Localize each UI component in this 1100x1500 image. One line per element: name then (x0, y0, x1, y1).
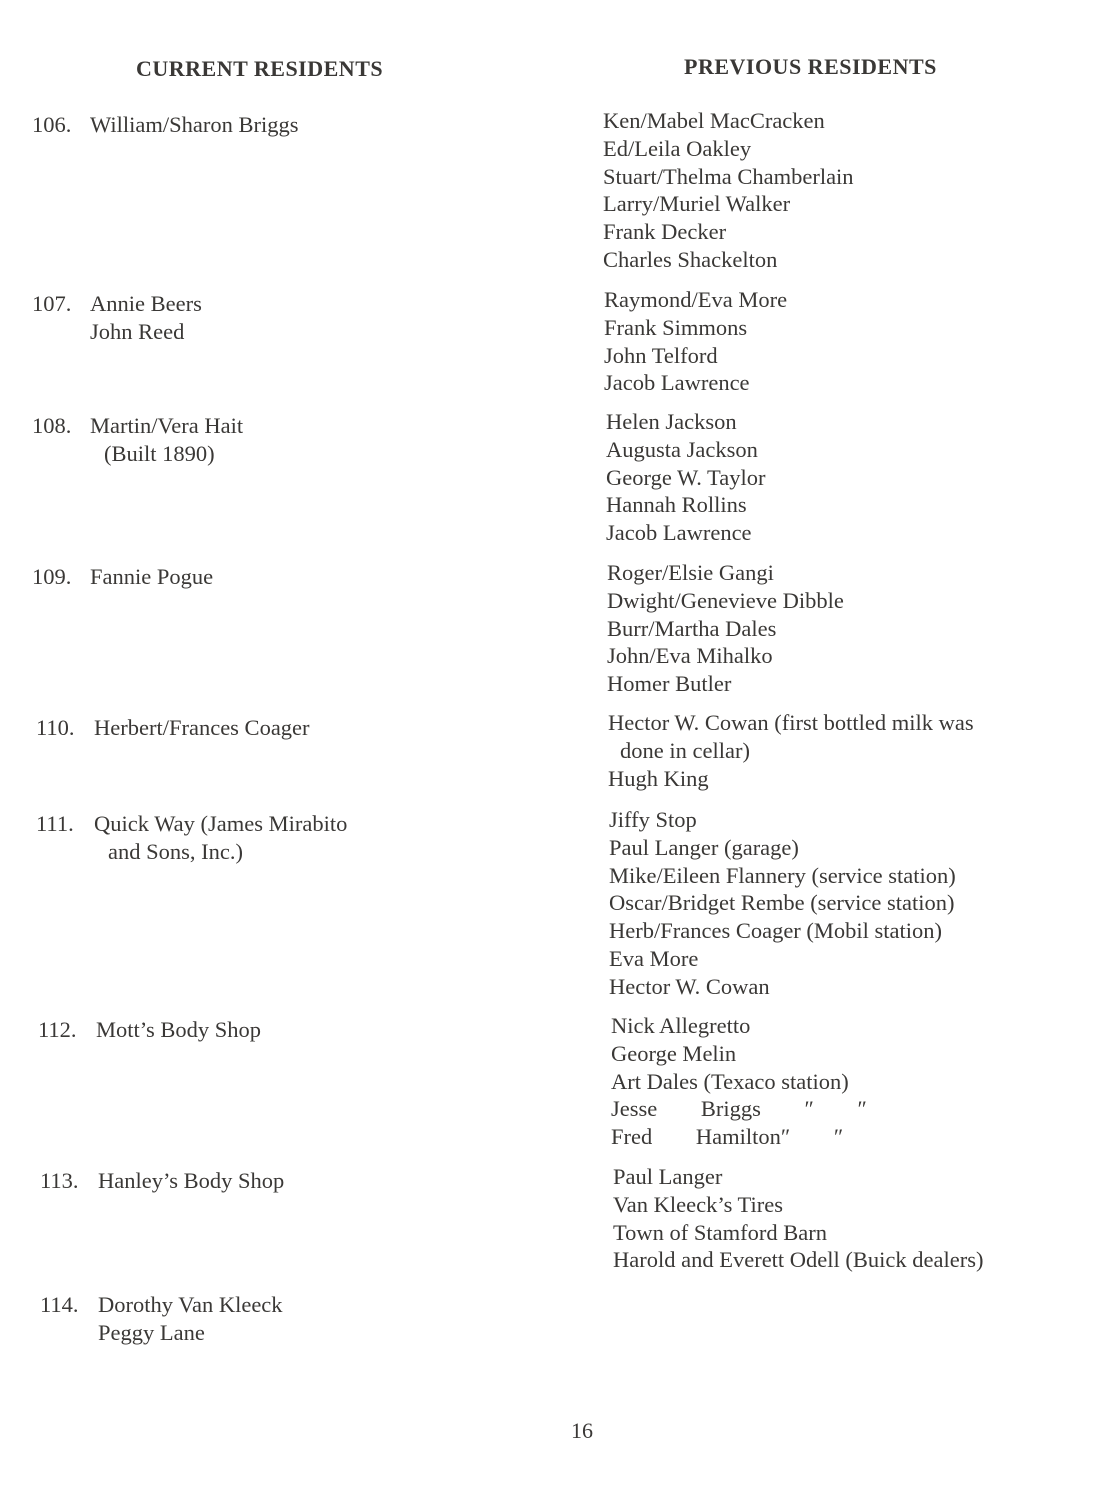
entry-number: 109. (32, 564, 72, 589)
previous-residents-cell (613, 1163, 983, 1274)
previous-resident: Augusta Jackson (606, 436, 758, 462)
current-resident-note: (Built 1890) (104, 441, 215, 466)
previous-resident: Homer Butler (607, 671, 732, 697)
previous-resident: Hugh King (608, 765, 709, 791)
previous-resident: George W. Taylor (606, 464, 766, 490)
previous-resident: Nick Allegretto (611, 1013, 751, 1038)
entry-number: 113. (40, 1168, 79, 1193)
previous-resident: Fred Hamilton″ ″ (611, 1124, 844, 1150)
current-resident: John Reed (90, 319, 185, 344)
previous-resident: Larry/Muriel Walker (603, 191, 791, 217)
previous-residents-header: PREVIOUS RESIDENTS (684, 54, 937, 79)
previous-resident: Jacob Lawrence (604, 370, 750, 396)
previous-residents-cell (611, 1012, 867, 1151)
previous-resident: Raymond/Eva More (604, 287, 788, 312)
previous-resident: Eva More (609, 945, 699, 971)
previous-resident: Helen Jackson (606, 409, 737, 434)
entry-number: 110. (36, 715, 75, 740)
previous-resident: Hector W. Cowan (first bottled milk was (608, 710, 974, 735)
previous-resident: Ed/Leila Oakley (603, 135, 752, 161)
previous-resident: Harold and Everett Odell (Buick dealers) (613, 1247, 984, 1273)
previous-resident: Hector W. Cowan (609, 973, 770, 999)
current-resident: Mott’s Body Shop (96, 1017, 262, 1042)
current-resident: William/Sharon Briggs (90, 112, 299, 137)
previous-resident: Herb/Frances Coager (Mobil station) (609, 918, 943, 944)
current-resident: Herbert/Frances Coager (94, 715, 310, 740)
previous-resident: Mike/Eileen Flannery (service station) (609, 862, 956, 888)
current-resident: Dorothy Van Kleeck (98, 1292, 283, 1317)
previous-residents-cell (609, 806, 956, 1001)
entry-number: 108. (32, 413, 72, 438)
previous-resident: Paul Langer (613, 1164, 723, 1189)
previous-resident: Frank Decker (603, 219, 727, 245)
previous-residents-cell (607, 559, 844, 698)
previous-resident: Hannah Rollins (606, 492, 747, 518)
previous-resident: Town of Stamford Barn (613, 1219, 828, 1245)
current-residents-cell (32, 563, 213, 591)
previous-resident: Burr/Martha Dales (607, 615, 777, 641)
previous-residents-cell (603, 107, 854, 274)
entry-number: 107. (32, 291, 72, 316)
current-residents-cell (40, 1291, 283, 1347)
current-residents-cell (40, 1167, 284, 1195)
previous-residents-cell (604, 286, 787, 397)
previous-resident: Oscar/Bridget Rembe (service station) (609, 890, 955, 916)
current-residents-cell (32, 412, 243, 468)
current-residents-cell (36, 714, 310, 742)
current-resident: Martin/Vera Hait (90, 413, 244, 438)
current-resident: and Sons, Inc.) (108, 839, 243, 864)
current-residents-cell (36, 810, 347, 866)
current-resident: Quick Way (James Mirabito (94, 811, 348, 836)
current-resident: Fannie Pogue (90, 564, 214, 589)
entry-number: 114. (40, 1292, 79, 1317)
current-resident: Annie Beers (90, 291, 202, 316)
current-residents-header: CURRENT RESIDENTS (136, 56, 384, 81)
current-resident: Peggy Lane (98, 1320, 205, 1345)
previous-resident: Charles Shackelton (603, 246, 778, 272)
entry-number: 111. (36, 811, 74, 836)
previous-resident: Frank Simmons (604, 314, 748, 340)
entry-number: 106. (32, 112, 72, 137)
current-residents-cell (38, 1016, 261, 1044)
previous-resident: Dwight/Genevieve Dibble (607, 587, 844, 613)
current-residents-cell (32, 111, 298, 139)
page-number: 16 (571, 1418, 593, 1443)
previous-resident: Jiffy Stop (609, 807, 697, 832)
current-resident: Hanley’s Body Shop (98, 1168, 285, 1193)
previous-resident: Art Dales (Texaco station) (611, 1068, 849, 1094)
previous-resident: John Telford (604, 342, 718, 368)
previous-resident: Paul Langer (garage) (609, 834, 799, 860)
previous-residents-cell (606, 408, 765, 547)
previous-resident: Van Kleeck’s Tires (613, 1191, 783, 1217)
current-residents-cell (32, 290, 202, 346)
previous-resident: John/Eva Mihalko (607, 643, 773, 669)
previous-resident: Stuart/Thelma Chamberlain (603, 163, 854, 189)
previous-resident: George Melin (611, 1040, 737, 1066)
previous-residents-cell (608, 709, 974, 792)
previous-resident: Jesse Briggs ″ ″ (611, 1096, 867, 1122)
previous-resident: Roger/Elsie Gangi (607, 560, 774, 585)
previous-resident: Jacob Lawrence (606, 520, 752, 546)
previous-resident: Ken/Mabel MacCracken (603, 108, 825, 133)
previous-resident-continuation: done in cellar) (620, 737, 750, 763)
entry-number: 112. (38, 1017, 77, 1042)
